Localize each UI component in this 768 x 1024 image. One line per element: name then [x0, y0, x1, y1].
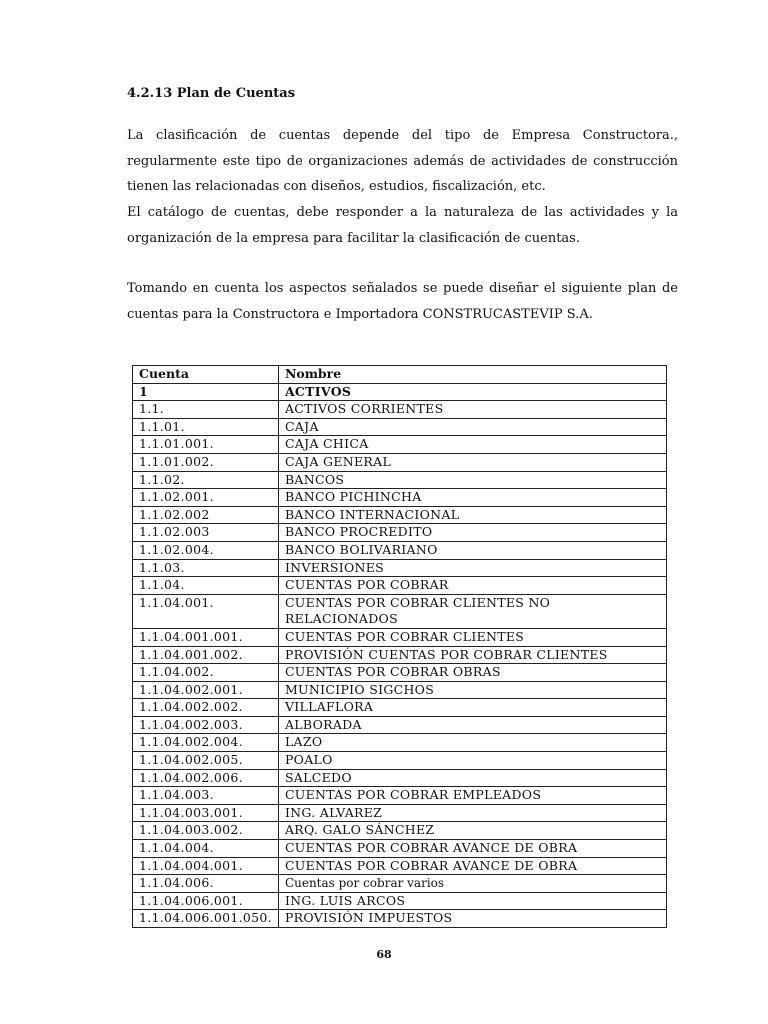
- column-header-cuenta: Cuenta: [133, 366, 279, 384]
- account-name-cell: BANCO BOLIVARIANO: [278, 541, 666, 559]
- table-row: [133, 506, 667, 524]
- table-row: [133, 418, 667, 436]
- account-name-cell: CUENTAS POR COBRAR AVANCE DE OBRA: [278, 840, 666, 858]
- table-row: [133, 559, 667, 577]
- account-name-cell: BANCO PICHINCHA: [278, 489, 666, 507]
- account-name-cell: CUENTAS POR COBRAR: [278, 577, 666, 595]
- paragraph-intro: La clasificación de cuentas depende del tipo de Empresa Constructora., regularmente este tipo de organizaciones además de actividades de construcción tienen las relacionadas con diseños, estudios, fiscalización, etc.: [127, 128, 678, 194]
- account-code-cell: 1.1.04.002.003.: [133, 716, 279, 734]
- account-code-cell: 1.1.03.: [133, 559, 279, 577]
- table-row: [133, 716, 667, 734]
- table-row: [133, 664, 667, 682]
- table-row: [133, 840, 667, 858]
- accounts-table: [132, 365, 667, 928]
- column-header-nombre: Nombre: [278, 366, 666, 384]
- account-name-cell: CUENTAS POR COBRAR OBRAS: [278, 664, 666, 682]
- account-name-cell: BANCO INTERNACIONAL: [278, 506, 666, 524]
- table-row: [133, 892, 667, 910]
- account-code-cell: 1.1.01.: [133, 418, 279, 436]
- table-row: [133, 524, 667, 542]
- table-row: [133, 857, 667, 875]
- table-row: [133, 471, 667, 489]
- account-name-cell: CUENTAS POR COBRAR CLIENTES NO RELACIONADOS: [278, 594, 666, 628]
- table-row: [133, 401, 667, 419]
- table-row: [133, 752, 667, 770]
- account-name-cell: CAJA GENERAL: [278, 453, 666, 471]
- account-code-cell: 1: [133, 383, 279, 401]
- table-row: [133, 628, 667, 646]
- account-code-cell: 1.1.04.003.001.: [133, 804, 279, 822]
- account-name-cell: LAZO: [278, 734, 666, 752]
- paragraph-plan: Tomando en cuenta los aspectos señalados se puede diseñar el siguiente plan de cuentas para la Constructora e Importadora CONSTRUCASTEVIP S.A.: [127, 281, 678, 322]
- account-name-cell: PROVISIÓN CUENTAS POR COBRAR CLIENTES: [278, 646, 666, 664]
- account-name-cell: ING. LUIS ARCOS: [278, 892, 666, 910]
- account-code-cell: 1.1.04.006.001.: [133, 892, 279, 910]
- account-code-cell: 1.1.04.004.: [133, 840, 279, 858]
- accounts-table-body: [133, 383, 667, 927]
- account-name-cell: ARQ. GALO SÁNCHEZ: [278, 822, 666, 840]
- account-name-cell: INVERSIONES: [278, 559, 666, 577]
- account-name-cell: CAJA: [278, 418, 666, 436]
- account-name-cell: ACTIVOS: [278, 383, 666, 401]
- table-row: [133, 489, 667, 507]
- account-code-cell: 1.1.04.004.001.: [133, 857, 279, 875]
- table-row: [133, 734, 667, 752]
- account-name-cell: VILLAFLORA: [278, 699, 666, 717]
- account-code-cell: 1.1.04.002.004.: [133, 734, 279, 752]
- section-heading: 4.2.13 Plan de Cuentas: [127, 86, 296, 101]
- account-name-cell: ING. ALVAREZ: [278, 804, 666, 822]
- table-row: [133, 769, 667, 787]
- table-row: [133, 875, 667, 893]
- account-code-cell: 1.1.02.003: [133, 524, 279, 542]
- page-number: 68: [376, 948, 392, 961]
- account-code-cell: 1.1.01.001.: [133, 436, 279, 454]
- account-name-cell: CAJA CHICA: [278, 436, 666, 454]
- account-name-cell: CUENTAS POR COBRAR AVANCE DE OBRA: [278, 857, 666, 875]
- account-code-cell: 1.1.04.002.002.: [133, 699, 279, 717]
- account-code-cell: 1.1.04.003.002.: [133, 822, 279, 840]
- table-row: [133, 646, 667, 664]
- table-row: [133, 910, 667, 928]
- account-name-cell: MUNICIPIO SIGCHOS: [278, 681, 666, 699]
- table-row: [133, 577, 667, 595]
- account-code-cell: 1.1.02.: [133, 471, 279, 489]
- account-name-cell: SALCEDO: [278, 769, 666, 787]
- account-code-cell: 1.1.04.002.006.: [133, 769, 279, 787]
- table-row: [133, 541, 667, 559]
- account-code-cell: 1.1.04.006.001.050.: [133, 910, 279, 928]
- account-code-cell: 1.1.04.006.: [133, 875, 279, 893]
- account-code-cell: 1.1.01.002.: [133, 453, 279, 471]
- account-code-cell: 1.1.04.001.: [133, 594, 279, 628]
- table-row: [133, 453, 667, 471]
- account-name-cell: BANCOS: [278, 471, 666, 489]
- account-code-cell: 1.1.04.002.: [133, 664, 279, 682]
- table-row: [133, 436, 667, 454]
- account-name-cell: POALO: [278, 752, 666, 770]
- account-code-cell: 1.1.04.002.001.: [133, 681, 279, 699]
- account-name-cell: ACTIVOS CORRIENTES: [278, 401, 666, 419]
- account-name-cell: BANCO PROCREDITO: [278, 524, 666, 542]
- table-row: [133, 681, 667, 699]
- account-code-cell: 1.1.02.001.: [133, 489, 279, 507]
- account-code-cell: 1.1.04.003.: [133, 787, 279, 805]
- account-code-cell: 1.1.04.: [133, 577, 279, 595]
- account-name-cell: ALBORADA: [278, 716, 666, 734]
- account-code-cell: 1.1.02.004.: [133, 541, 279, 559]
- table-row: [133, 822, 667, 840]
- account-name-cell: CUENTAS POR COBRAR EMPLEADOS: [278, 787, 666, 805]
- account-code-cell: 1.1.02.002: [133, 506, 279, 524]
- table-row: [133, 787, 667, 805]
- account-name-cell: CUENTAS POR COBRAR CLIENTES: [278, 628, 666, 646]
- table-row: [133, 804, 667, 822]
- account-code-cell: 1.1.04.002.005.: [133, 752, 279, 770]
- account-code-cell: 1.1.: [133, 401, 279, 419]
- table-row: [133, 699, 667, 717]
- account-code-cell: 1.1.04.001.001.: [133, 628, 279, 646]
- account-code-cell: 1.1.04.001.002.: [133, 646, 279, 664]
- account-name-cell: Cuentas por cobrar varios: [278, 875, 666, 893]
- account-name-cell: PROVISIÓN IMPUESTOS: [278, 910, 666, 928]
- table-row: [133, 383, 667, 401]
- table-header-row: [133, 366, 667, 384]
- table-row: [133, 594, 667, 628]
- paragraph-catalog: El catálogo de cuentas, debe responder a la naturaleza de las actividades y la organización de la empresa para facilitar la clasificación de cuentas.: [127, 205, 678, 246]
